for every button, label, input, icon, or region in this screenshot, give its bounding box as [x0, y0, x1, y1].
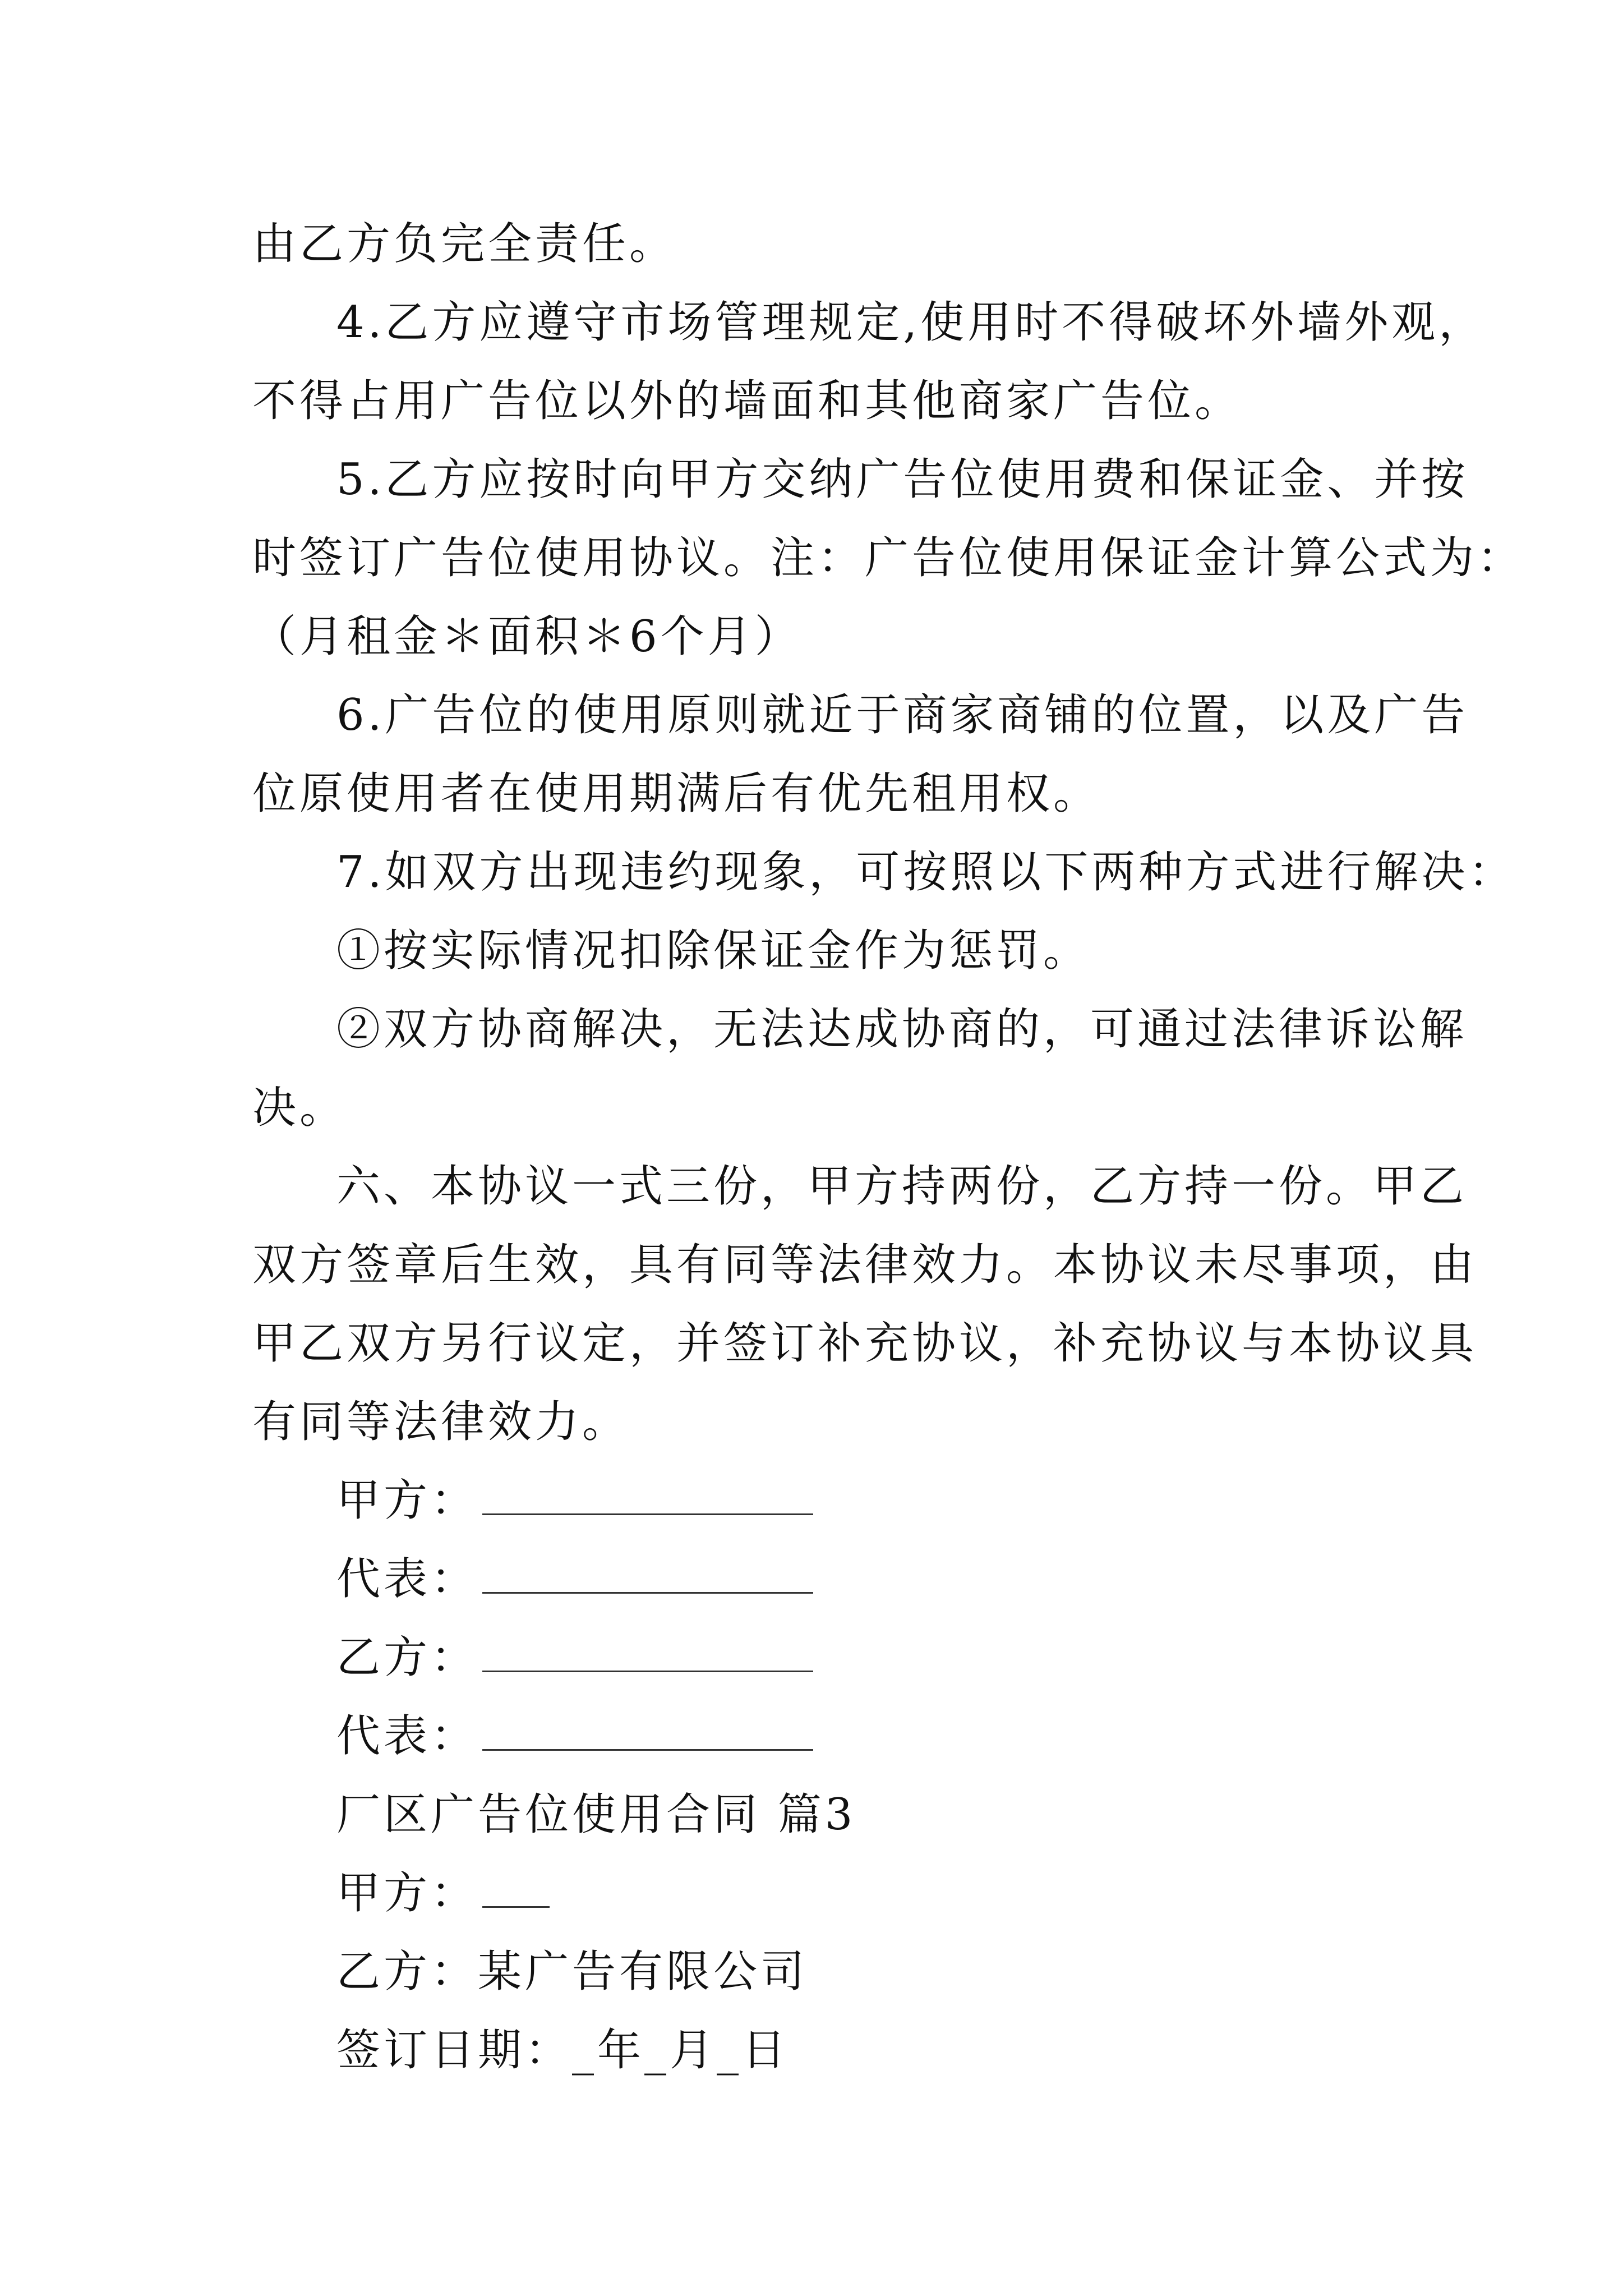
- paragraph-line: 7.如双方出现违约现象，可按照以下两种方式进行解决：: [336, 847, 1516, 898]
- signature-label: 代表：: [336, 1711, 478, 1761]
- signature-blank: [482, 1474, 813, 1515]
- party-a-label: 甲方：: [336, 1868, 478, 1918]
- paragraph-line: 六、本协议一式三份，甲方持两份，乙方持一份。甲乙: [336, 1161, 1468, 1212]
- signature-party-a: [336, 1473, 813, 1529]
- paragraph-line: 由乙方负完全责任。: [252, 219, 677, 269]
- date-label: 签订日期：: [336, 2025, 573, 2076]
- signature-blank: [482, 1553, 813, 1594]
- paragraph-line: 甲乙双方另行议定，并签订补充协议，补充协议与本协议具: [252, 1318, 1478, 1369]
- paragraph-line: 有同等法律效力。: [252, 1397, 630, 1447]
- paragraph-line: 5.乙方应按时向甲方交纳广告位使用费和保证金、并按: [336, 454, 1469, 505]
- signature-label: 代表：: [336, 1554, 478, 1604]
- signature-blank: [482, 1631, 813, 1672]
- signature-label: 乙方：: [336, 1632, 478, 1683]
- signature-blank: [482, 1710, 813, 1751]
- paragraph-line: （月租金＊面积＊6个月）: [252, 611, 802, 662]
- signature-party-b: [336, 1630, 813, 1686]
- paragraph-line: ①按实际情况扣除保证金作为惩罚。: [336, 926, 1091, 976]
- party-a-blank: [482, 1867, 550, 1908]
- paragraph-line: 6.广告位的使用原则就近于商家商铺的位置，以及广告: [336, 690, 1469, 740]
- signature-label: 甲方：: [336, 1475, 478, 1526]
- paragraph-line: ②双方协商解决，无法达成协商的，可通过法律诉讼解: [336, 1004, 1468, 1055]
- date-blanks: _年_月_日: [572, 2025, 790, 2076]
- signature-representative-a: [336, 1551, 813, 1607]
- section3-sign-date: [336, 2022, 789, 2078]
- paragraph-line: 决。: [252, 1083, 347, 1133]
- paragraph-line: 4.乙方应遵守市场管理规定,使用时不得破坏外墙外观，: [336, 297, 1486, 348]
- paragraph-line: 时签订广告位使用协议。注：广告位使用保证金计算公式为：: [252, 533, 1525, 583]
- section3-party-b: 乙方：某广告有限公司: [336, 1947, 808, 1997]
- section3-party-a: [336, 1865, 550, 1921]
- paragraph-line: 不得占用广告位以外的墙面和其他商家广告位。: [252, 376, 1242, 426]
- section-title: 厂区广告位使用合同 篇3: [336, 1789, 856, 1840]
- paragraph-line: 位原使用者在使用期满后有优先租用权。: [252, 769, 1101, 819]
- paragraph-line: 双方签章后生效，具有同等法律效力。本协议未尽事项，由: [252, 1240, 1478, 1290]
- signature-representative-b: [336, 1708, 813, 1764]
